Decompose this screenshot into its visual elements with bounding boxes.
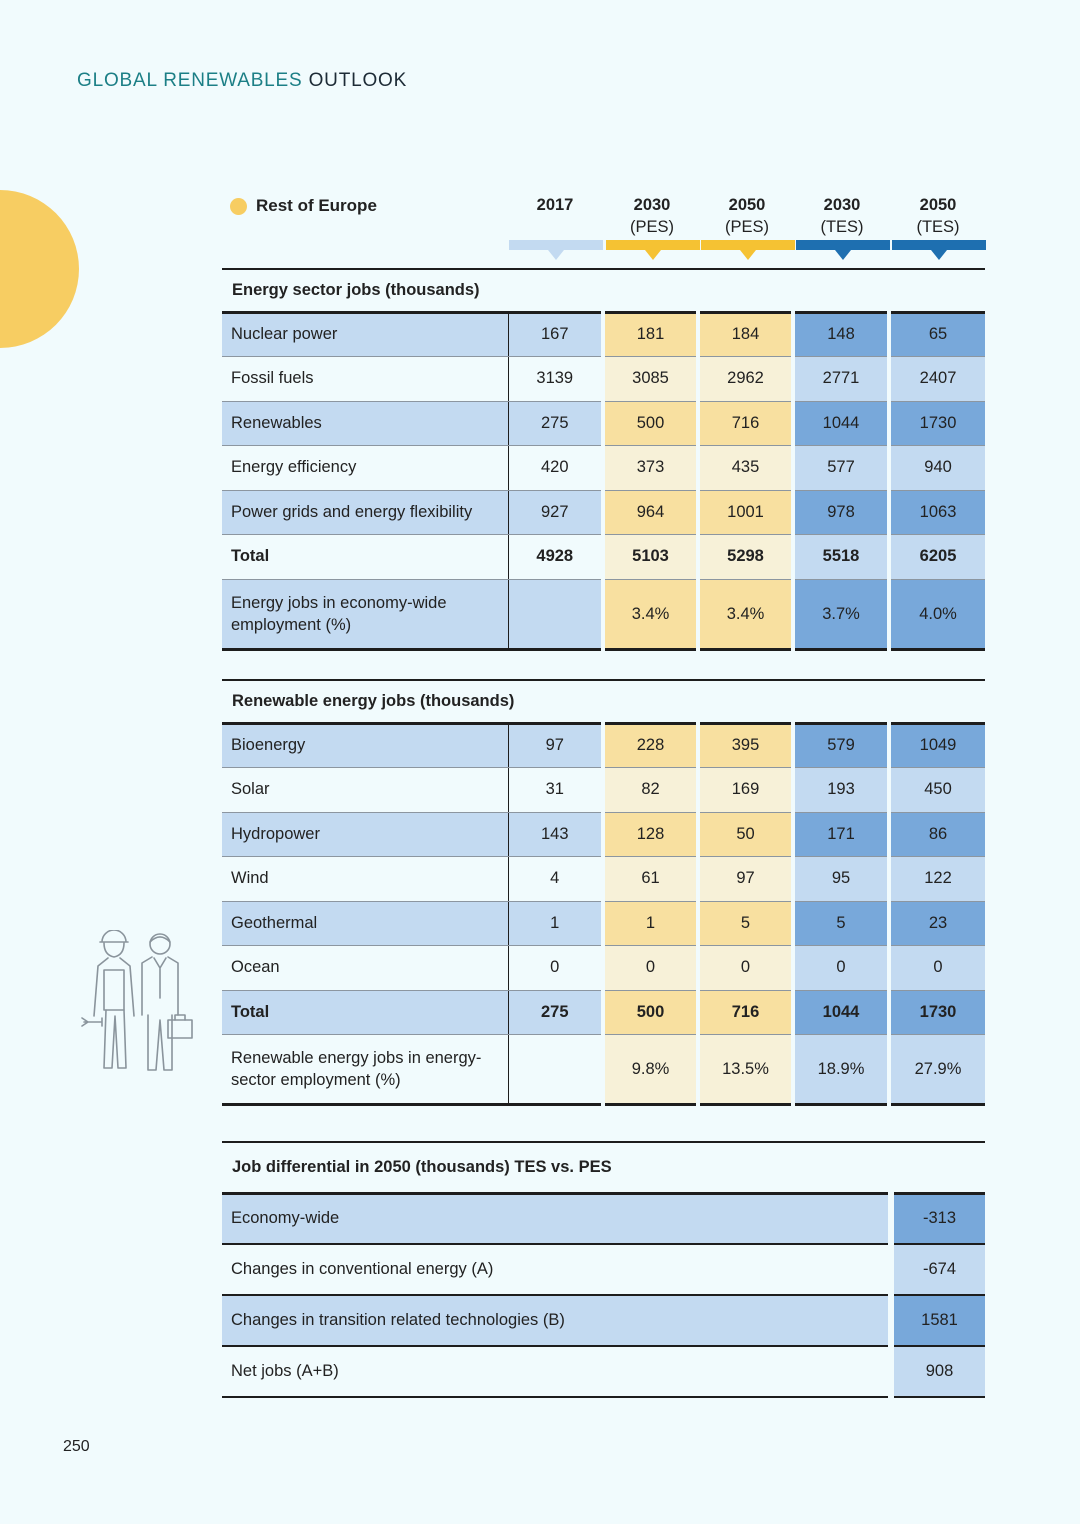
table-row [222,535,985,580]
section-title: Job differential in 2050 (thousands) TES vs. PES [222,1142,985,1193]
cell-value: 13.5% [698,1035,793,1105]
cell-value: 2407 [889,357,985,402]
cell-value: 716 [698,401,793,446]
cell-value: 4928 [508,535,603,580]
cell-value: 181 [603,312,698,357]
cell-value: 97 [508,723,603,768]
row-label: Energy jobs in economy-wide employment (%) [222,579,508,649]
table-row [222,946,985,991]
table-row [222,357,985,402]
table-row [222,990,985,1035]
cell-value: 1049 [889,723,985,768]
column-year: 2030 [823,196,861,214]
cell-value: 0 [508,946,603,991]
cell-value: 1063 [889,490,985,535]
section-title: Renewable energy jobs (thousands) [222,680,985,723]
row-label: Power grids and energy flexibility [222,490,508,535]
running-header [77,70,407,92]
row-label: Geothermal [222,901,508,946]
cell-value: 1044 [793,990,889,1035]
cell-value: 1 [508,901,603,946]
cell-value: 927 [508,490,603,535]
row-label: Changes in transition related technologies (B) [222,1295,891,1346]
table-row [222,1346,985,1397]
region-dot-icon [230,198,247,215]
cell-value: 395 [698,723,793,768]
cell-value: 3139 [508,357,603,402]
cell-value: 1044 [793,401,889,446]
row-label: Energy efficiency [222,446,508,491]
cell-value: 5 [698,901,793,946]
cell-value: 167 [508,312,603,357]
row-label: Total [222,535,508,580]
cell-value: 193 [793,768,889,813]
table-row [222,579,985,649]
row-label: Hydropower [222,812,508,857]
renewable-energy-table [222,679,985,1106]
row-label: Changes in conventional energy (A) [222,1244,891,1295]
cell-value: 373 [603,446,698,491]
row-label: Solar [222,768,508,813]
table-row [222,812,985,857]
table-row [222,1244,985,1295]
cell-value: 978 [793,490,889,535]
cell-value: 171 [793,812,889,857]
table-row [222,490,985,535]
cell-value: 579 [793,723,889,768]
cell-value: 31 [508,768,603,813]
cell-value: 50 [698,812,793,857]
cell-value [508,579,603,649]
cell-value: 0 [698,946,793,991]
header-right: OUTLOOK [308,70,408,91]
cell-value: 9.8% [603,1035,698,1105]
cell-value: 3.4% [603,579,698,649]
region-legend [230,196,377,216]
column-marker [509,240,603,250]
cell-value: 1581 [891,1295,985,1346]
cell-value: 716 [698,990,793,1035]
cell-value: 5298 [698,535,793,580]
column-header [701,194,793,238]
cell-value: 97 [698,857,793,902]
column-header [892,194,984,238]
cell-value: 5 [793,901,889,946]
cell-value: 169 [698,768,793,813]
row-label: Ocean [222,946,508,991]
page-number: 250 [63,1438,90,1455]
table-row [222,312,985,357]
row-label: Nuclear power [222,312,508,357]
cell-value: 61 [603,857,698,902]
cell-value: 4 [508,857,603,902]
cell-value: 1730 [889,990,985,1035]
section-title: Energy sector jobs (thousands) [222,269,985,312]
cell-value: 4.0% [889,579,985,649]
cell-value: 82 [603,768,698,813]
table-row [222,723,985,768]
cell-value: 450 [889,768,985,813]
column-year: 2050 [728,196,766,214]
cell-value: 5103 [603,535,698,580]
row-label: Renewable energy jobs in energy-sector employment (%) [222,1035,508,1105]
cell-value: 500 [603,401,698,446]
cell-value [508,1035,603,1105]
cell-value: 1 [603,901,698,946]
cell-value: 2771 [793,357,889,402]
table-row [222,1193,985,1244]
cell-value: 6205 [889,535,985,580]
cell-value: -313 [891,1193,985,1244]
column-marker [701,240,795,250]
region-label: Rest of Europe [256,196,377,215]
row-label: Total [222,990,508,1035]
row-label: Fossil fuels [222,357,508,402]
cell-value: 228 [603,723,698,768]
cell-value: 3085 [603,357,698,402]
column-scenario: (TES) [916,218,960,236]
table-row [222,446,985,491]
cell-value: 964 [603,490,698,535]
cell-value: 0 [603,946,698,991]
cell-value: 0 [793,946,889,991]
cell-value: 1001 [698,490,793,535]
cell-value: 18.9% [793,1035,889,1105]
column-header [606,194,698,238]
column-header [796,194,888,238]
column-marker [796,240,890,250]
cell-value: 3.7% [793,579,889,649]
table-row [222,1035,985,1105]
energy-sector-table [222,268,985,651]
cell-value: 148 [793,312,889,357]
row-label: Renewables [222,401,508,446]
table-row [222,1295,985,1346]
cell-value: 500 [603,990,698,1035]
column-year: 2030 [633,196,671,214]
cell-value: 420 [508,446,603,491]
job-differential-table [222,1141,985,1398]
workers-icon [80,930,195,1075]
cell-value: 0 [889,946,985,991]
column-header [509,194,601,216]
cell-value: 275 [508,401,603,446]
cell-value: 908 [891,1346,985,1397]
cell-value: 577 [793,446,889,491]
cell-value: 2962 [698,357,793,402]
column-marker [892,240,986,250]
column-scenario: (PES) [724,218,769,236]
cell-value: 27.9% [889,1035,985,1105]
cell-value: 184 [698,312,793,357]
column-scenario: (TES) [820,218,864,236]
table-row [222,857,985,902]
cell-value: 435 [698,446,793,491]
cell-value: 86 [889,812,985,857]
column-year: 2050 [919,196,957,214]
column-year: 2017 [536,196,574,214]
cell-value: 3.4% [698,579,793,649]
cell-value: 65 [889,312,985,357]
cell-value: 5518 [793,535,889,580]
cell-value: 95 [793,857,889,902]
cell-value: 940 [889,446,985,491]
cell-value: 23 [889,901,985,946]
cell-value: 122 [889,857,985,902]
cell-value: 1730 [889,401,985,446]
cell-value: 128 [603,812,698,857]
cell-value: -674 [891,1244,985,1295]
table-row [222,768,985,813]
cell-value: 275 [508,990,603,1035]
cell-value: 143 [508,812,603,857]
decorative-circle [0,190,79,348]
header-left: GLOBAL RENEWABLES [77,70,303,91]
column-marker [606,240,700,250]
table-row [222,401,985,446]
column-scenario: (PES) [629,218,674,236]
row-label: Bioenergy [222,723,508,768]
row-label: Net jobs (A+B) [222,1346,891,1397]
row-label: Economy-wide [222,1193,891,1244]
table-row [222,901,985,946]
row-label: Wind [222,857,508,902]
